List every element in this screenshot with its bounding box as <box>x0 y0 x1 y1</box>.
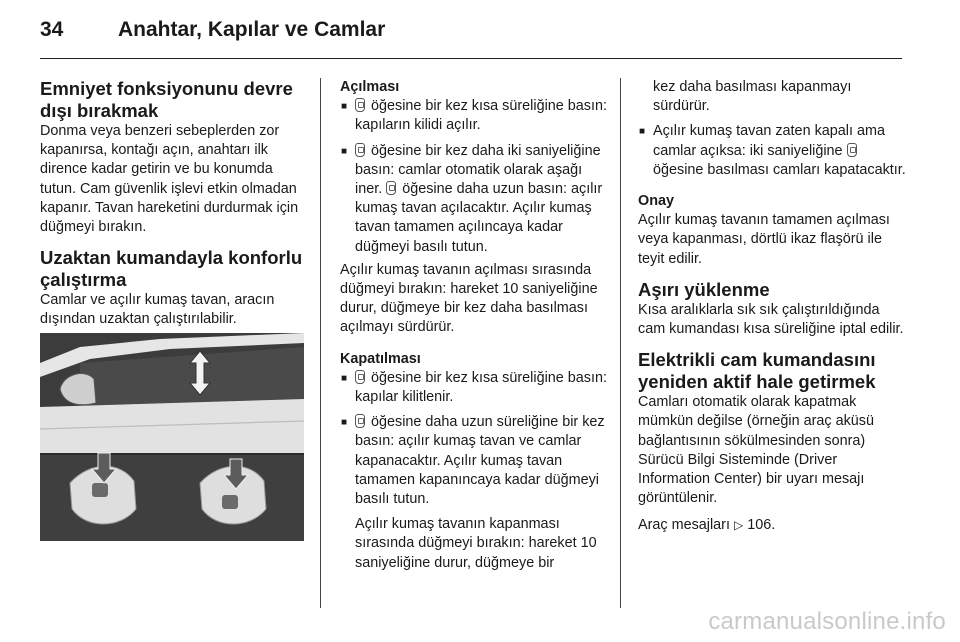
section-heading: Aşırı yüklenme <box>638 278 770 300</box>
key-lock-icon <box>355 370 365 384</box>
paragraph: Kısa aralıklarla sık sık çalıştırıldığında cam kumandası kısa süreliğine iptal edilir. <box>638 301 904 338</box>
reference-line: Araç mesajları ▷ 106. <box>638 517 776 534</box>
page-title: Anahtar, Kapılar ve Camlar <box>118 18 386 41</box>
paragraph: Açılır kumaş tavanın açılması sırasında düğmeyi bırakın: hareket 10 saniyeliğine durur, düğmeye bir kez daha basılması açılmayı sürdürür. <box>340 261 598 336</box>
column-1 <box>40 78 308 330</box>
paragraph: kez daha basılması kapanmayı sürdürür. <box>653 79 852 115</box>
page-header <box>40 18 920 50</box>
section-heading: Emniyet fonksiyonunu devre dışı bırakmak <box>40 78 293 121</box>
watermark: carmanualsonline.info <box>708 608 946 635</box>
column-3 <box>638 78 910 536</box>
column-2 <box>340 78 608 573</box>
reference-link[interactable]: 106 <box>747 517 772 534</box>
section-heading: Uzaktan kumandayla konforlu çalıştırma <box>40 247 303 291</box>
column-divider <box>320 78 321 608</box>
paragraph: Açılır kumaş tavanın kapanması sırasında düğmeyi bırakın: hareket 10 saniyeliğine durur, düğmeye bir <box>355 516 597 571</box>
list-item: ■ öğesine daha uzun süreliğine bir kez basın: açılır kumaş tavan ve camlar kapanacaktır. Açılır kumaş tavan tamamen kapanıncaya kadar düğmeyi basılı tutun. <box>340 413 608 509</box>
subheading-open: Açılması <box>340 79 400 95</box>
key-unlock-icon <box>355 143 365 157</box>
key-lock-icon <box>847 143 857 157</box>
subheading-onay: Onay <box>638 193 674 210</box>
paragraph: Açılır kumaş tavanın tamamen açılması veya kapanması, dörtlü ikaz flaşörü ile teyit edilir. <box>638 212 890 267</box>
column-divider <box>620 78 621 608</box>
remote-control-illustration <box>40 333 304 541</box>
paragraph: Camları otomatik olarak kapatmak mümkün değilse (örneğin araç aküsü bağlantısının sökülmesinden sonra) Sürücü Bilgi Sisteminde (Driver Information Center) bir uyarı mesajı görüntülenir. <box>638 394 874 507</box>
header-divider <box>40 58 902 59</box>
list-item: ■ Açılır kumaş tavan zaten kapalı ama camlar açıksa: iki saniyeliğine öğesine basılması camları kapatacaktır. <box>638 122 910 180</box>
list-item: ■ öğesine bir kez kısa süreliğine basın: kapılar kilitlenir. <box>340 369 608 407</box>
list-item: ■ öğesine bir kez kısa süreliğine basın: kapıların kilidi açılır. <box>340 97 608 135</box>
key-lock-icon <box>355 414 365 428</box>
key-unlock-icon <box>386 181 396 195</box>
triangle-ref-icon: ▷ <box>733 518 744 533</box>
subheading-close: Kapatılması <box>340 350 421 367</box>
key-unlock-icon <box>355 98 365 112</box>
illustration-svg <box>40 333 304 541</box>
section-heading: Elektrikli cam kumandasını yeniden aktif hale getirmek <box>638 349 876 393</box>
list-item: ■ öğesine bir kez daha iki saniyeliğine basın: camlar otomatik olarak aşağı iner. öğesine daha uzun basın: açılır kumaş tavan açılacaktır. Açılır kumaş tavan tamamen açılıncaya kadar düğmeyi basılı tutun. <box>340 142 608 257</box>
paragraph: Donma veya benzeri sebeplerden zor kapanırsa, kontağı açın, anahtarı ilk dirence kadar getirin ve bu konumda tutun. Cam güvenlik işlevi etkin olmadan kapanır. Tavan hareketini durdurmak için düğmeyi bırakın. <box>40 123 299 236</box>
paragraph: Camlar ve açılır kumaş tavan, aracın dışından uzaktan çalıştırılabilir. <box>40 292 275 328</box>
page-number: 34 <box>40 18 64 41</box>
